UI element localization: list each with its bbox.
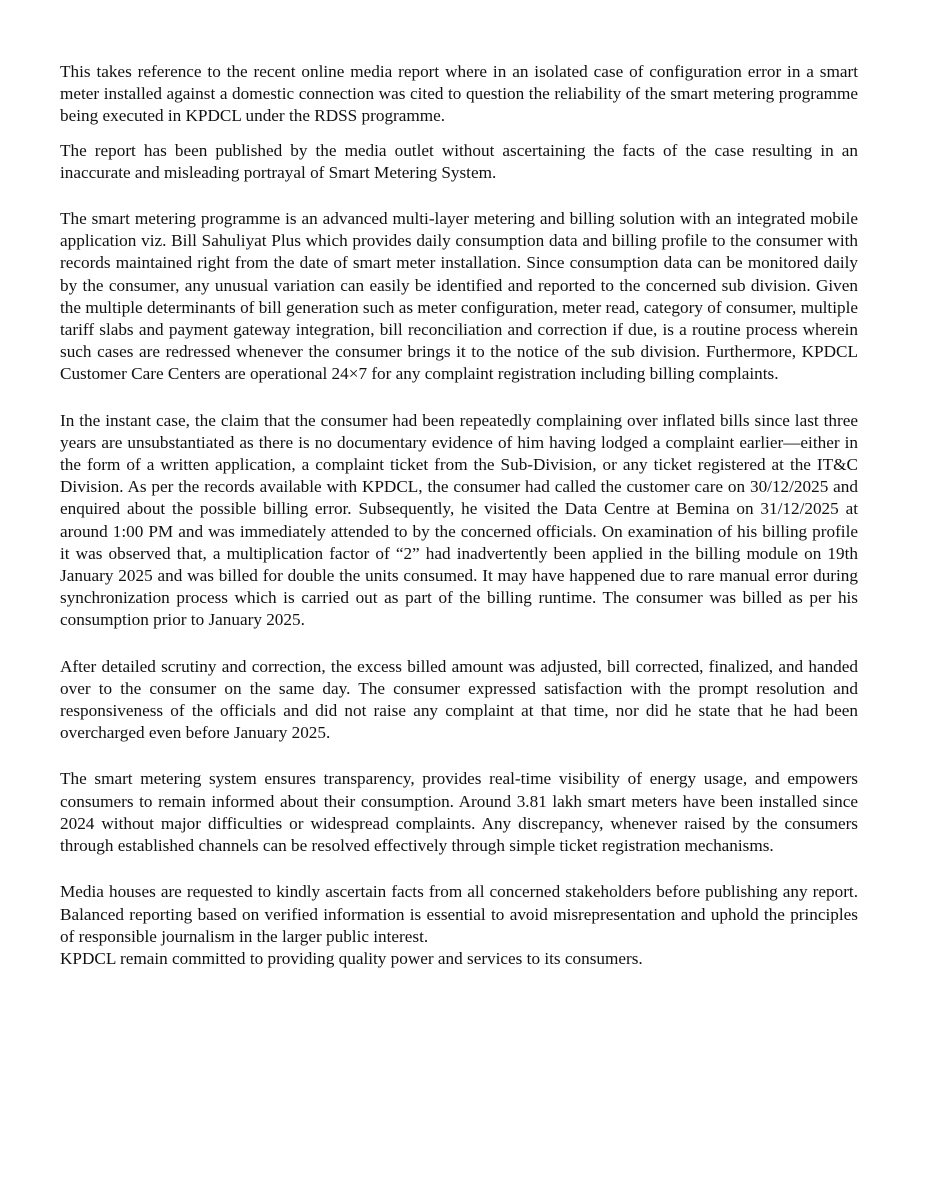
paragraph-instant-case: In the instant case, the claim that the consumer had been repeatedly complaining over inflated bills since last three years are unsubstantiated as there is no documentary evidence of him having lodged a complaint earlier—either in the form of a written application, a complaint ticket from the Sub-Division, or any ticket registered at the IT&C Division. As per the records available with KPDCL, the consumer had called the customer care on 30/12/2025 and enquired about the possible billing error. Subsequently, he visited the Data Centre at Bemina on 31/12/2025 at around 1:00 PM and was immediately attended to by the concerned officials. On examination of his billing profile it was observed that, a multiplication factor of “2” had inadvertently been applied in the billing module on 19th January 2025 and was billed for double the units consumed. It may have happened due to rare manual error during synchronization process which is carried out as part of the billing runtime. The consumer was billed as per his consumption prior to January 2025. bbox=[60, 410, 858, 630]
paragraph-smart-metering-programme: The smart metering programme is an advanced multi-layer metering and billing solution with an integrated mobile application viz. Bill Sahuliyat Plus which provides daily consumption data and billing profile to the consumer with records maintained right from the date of smart meter installation. Since consumption data can be monitored daily by the consumer, any unusual variation can easily be identified and reported to the concerned sub division. Given the multiple determinants of bill generation such as meter configuration, meter read, category of consumer, multiple tariff slabs and payment gateway integration, bill reconciliation and correction if due, is a routine process wherein such cases are redressed whenever the consumer brings it to the notice of the sub division. Furthermore, KPDCL Customer Care Centers are operational 24×7 for any complaint registration including billing complaints. bbox=[60, 209, 858, 384]
paragraph-intro: This takes reference to the recent online media report where in an isolated case of configuration error in a smart meter installed against a domestic connection was cited to question the reliability of the smart metering programme being executed in KPDCL under the RDSS programme. bbox=[60, 62, 858, 126]
paragraph-media-report: The report has been published by the media outlet without ascertaining the facts of the case resulting in an inaccurate and misleading portrayal of Smart Metering System. bbox=[60, 140, 858, 182]
paragraph-correction: After detailed scrutiny and correction, the excess billed amount was adjusted, bill corrected, finalized, and handed over to the consumer on the same day. The consumer expressed satisfaction with the prompt resolution and responsiveness of the officials and did not raise any complaint at that time, nor did he state that he had been overcharged even before January 2025. bbox=[60, 656, 858, 743]
paragraph-commitment: KPDCL remain committed to providing quality power and services to its consumers. bbox=[60, 948, 643, 968]
paragraph-request-to-media bbox=[60, 881, 858, 948]
paragraph-transparency: The smart metering system ensures transparency, provides real-time visibility of energy usage, and empowers consumers to remain informed about their consumption. Around 3.81 lakh smart meters have been installed since 2024 without major difficulties or widespread complaints. Any discrepancy, whenever raised by the consumers through established channels can be resolved effectively through simple ticket registration mechanisms. bbox=[60, 769, 858, 856]
paragraph-request-rest: Balanced reporting based on verified information is essential to avoid misrepresentation and uphold the principles of responsible journalism in the larger public interest. bbox=[60, 904, 858, 946]
paragraph-request-lead: Media houses are requested to kindly ascertain facts from all concerned stakeholders before publishing any report. bbox=[60, 882, 858, 902]
press-release-document bbox=[60, 61, 858, 970]
